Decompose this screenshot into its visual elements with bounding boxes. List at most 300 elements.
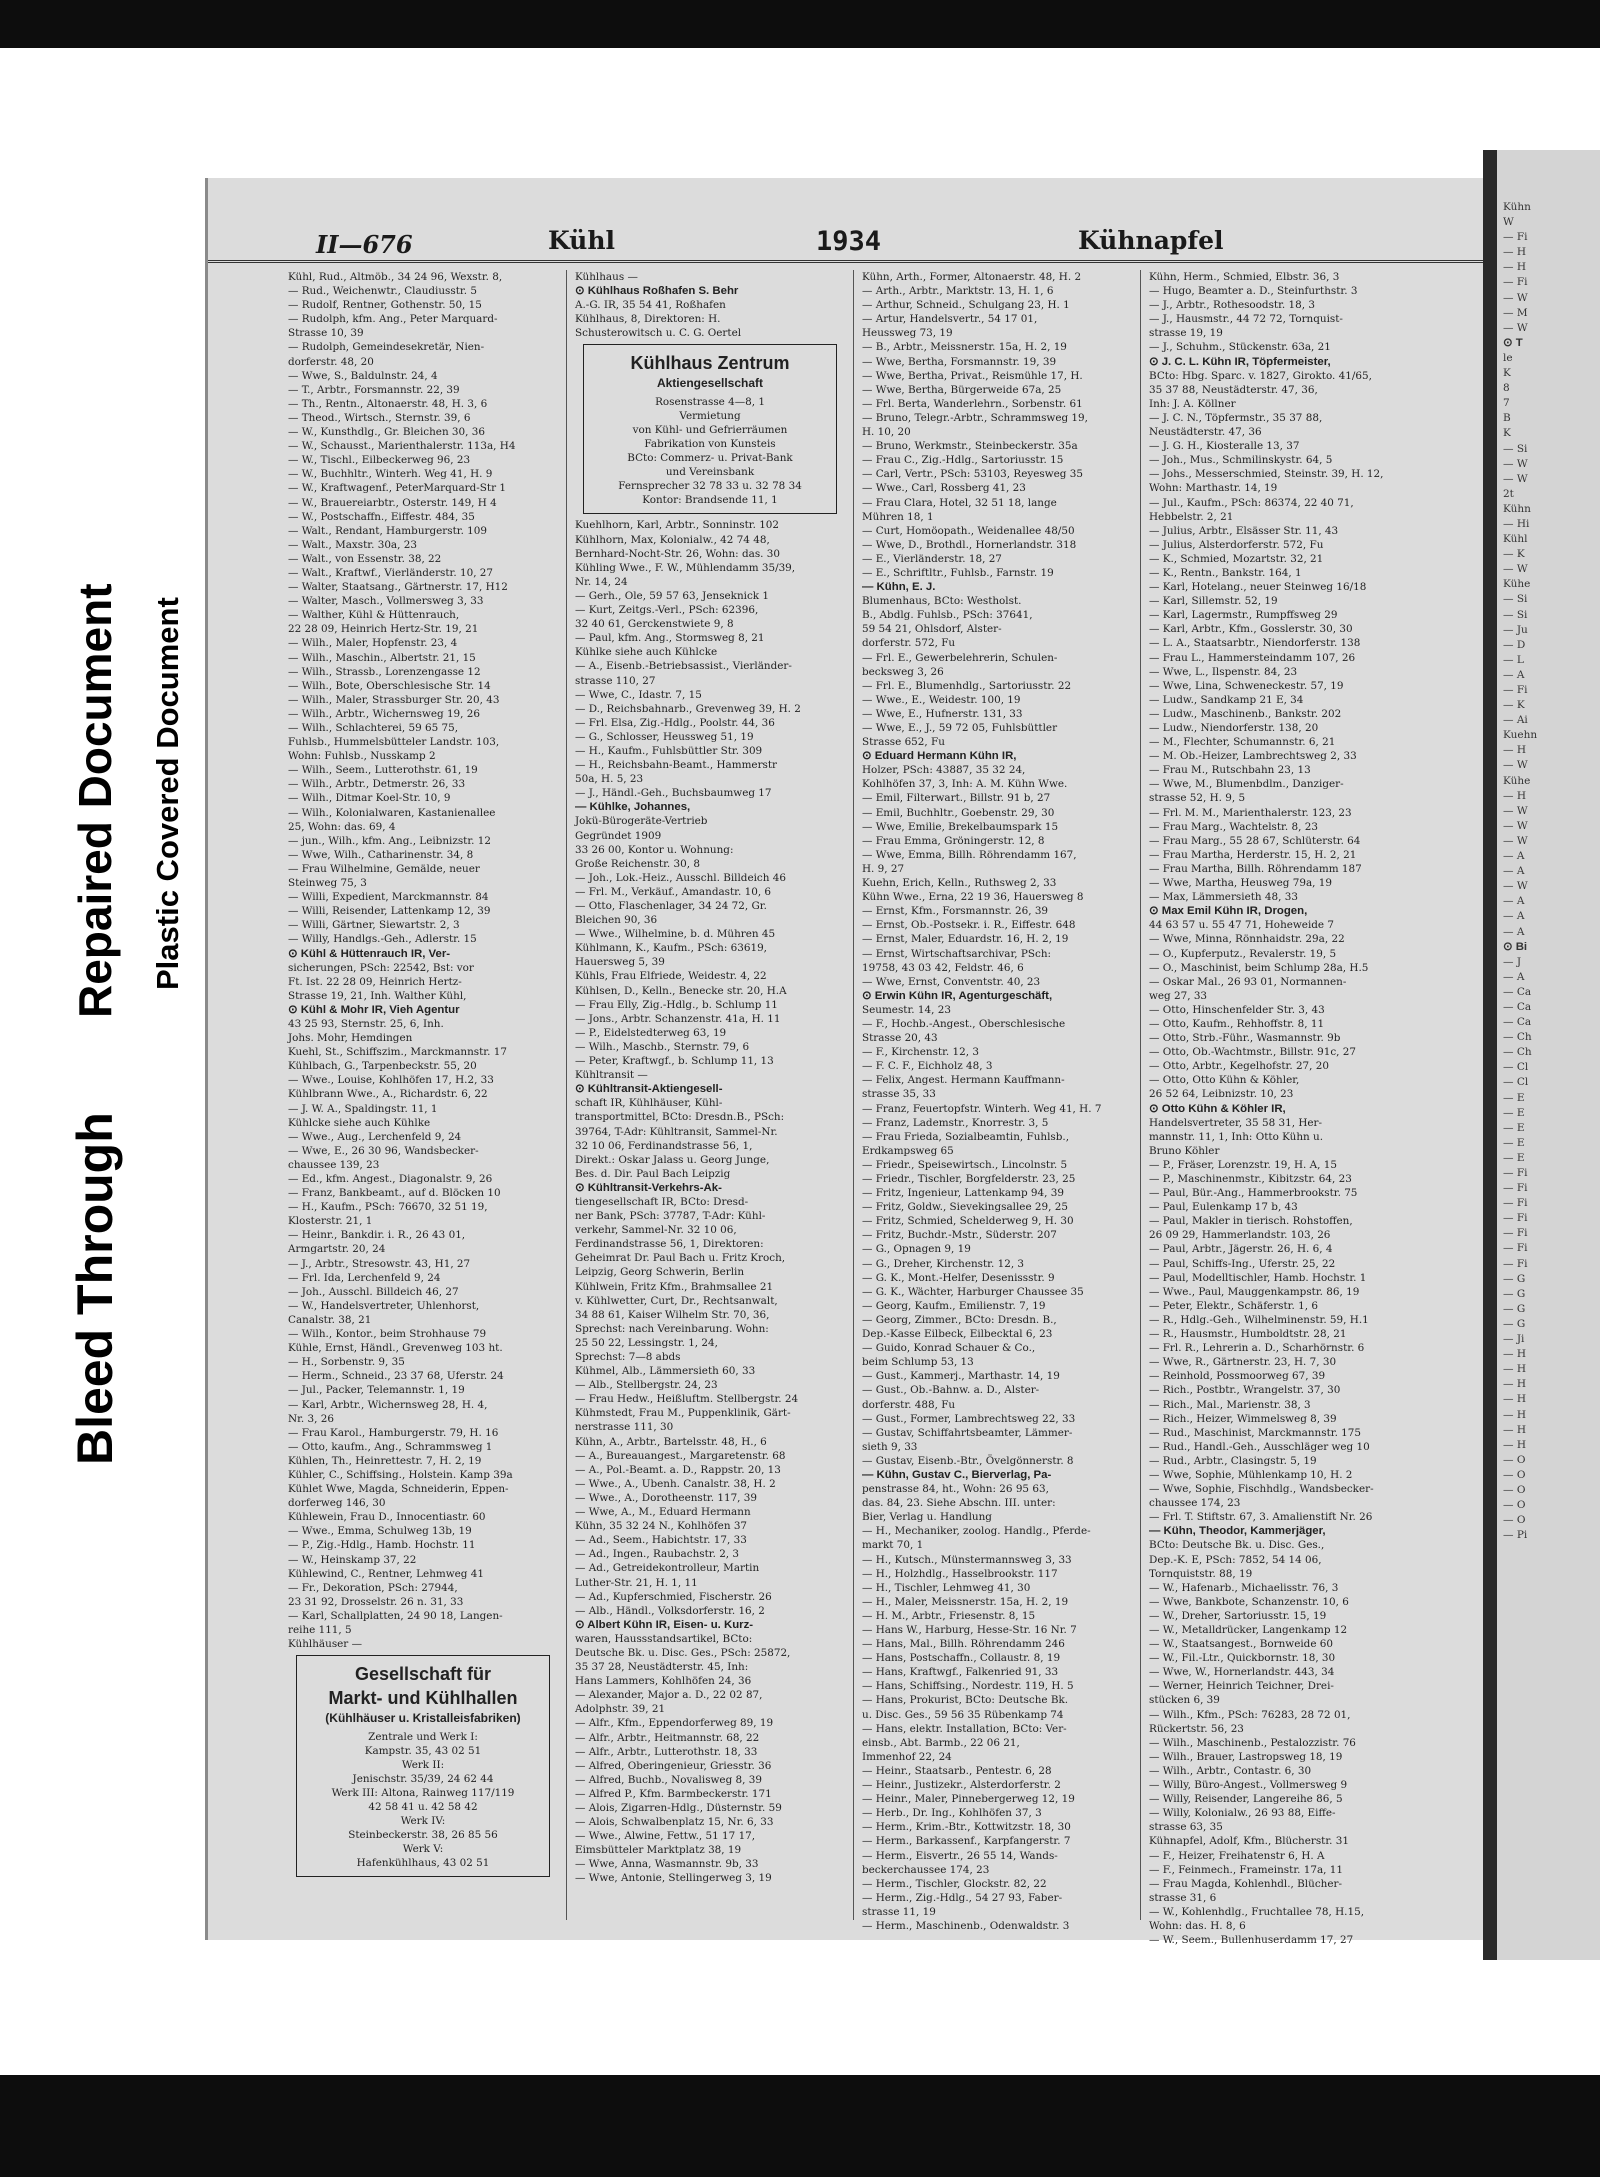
advert-title: Kühlhaus Zentrum bbox=[630, 353, 790, 374]
directory-entry: — Frl. E., Gewerbelehrerin, Schulen- bbox=[862, 651, 1058, 664]
directory-entry: — Ernst, Ob.-Postsekr. i. R., Eiffestr. 648 bbox=[862, 919, 1076, 932]
directory-entry: Leipzig, Georg Schwerin, Berlin bbox=[575, 1266, 745, 1279]
directory-entry: H. 10, 20 bbox=[862, 426, 911, 439]
directory-entry: Kühlet Wwe, Magda, Schneiderin, Eppen- bbox=[288, 1483, 509, 1496]
directory-entry: Hebbelstr. 2, 21 bbox=[1149, 510, 1234, 523]
directory-entry: reihe 111, 5 bbox=[288, 1624, 352, 1636]
directory-entry: Wohn: das. H. 8, 6 bbox=[1149, 1919, 1246, 1932]
directory-entry: — Ludw., Sandkamp 21 E, 34 bbox=[1149, 693, 1304, 706]
directory-entry: — Frau Marg., 55 28 67, Schlüterstr. 64 bbox=[1149, 834, 1361, 847]
adjacent-page-line: — Ji bbox=[1503, 1333, 1525, 1346]
directory-entry: — Frau Wilhelmine, Gemälde, neuer bbox=[288, 862, 480, 875]
directory-entry: 25, Wohn: das. 69, 4 bbox=[288, 820, 396, 833]
directory-entry: — Georg, Zimmer., BCto: Dresdn. B., bbox=[862, 1313, 1057, 1326]
directory-entry: — J., Arbtr., Rothesoodstr. 18, 3 bbox=[1149, 299, 1315, 312]
directory-entry: — Julius, Alsterdorferstr. 572, Fu bbox=[1149, 538, 1324, 551]
directory-entry: — F., Kirchenstr. 12, 3 bbox=[862, 1046, 979, 1059]
directory-entry: Kühler, C., Schiffsing., Holstein. Kamp 39a bbox=[288, 1468, 513, 1481]
column-4 bbox=[1149, 270, 1419, 1947]
advert-line: Vermietung bbox=[679, 410, 741, 423]
directory-entry: — Ernst, Wirtschaftsarchivar, PSch: bbox=[862, 947, 1052, 960]
directory-entry: — Wwe, Antonie, Stellingerweg 3, 19 bbox=[575, 1872, 772, 1885]
directory-entry: — M. Ob.-Heizer, Lambrechtsweg 2, 33 bbox=[1149, 750, 1357, 763]
directory-entry: — Frl. Ida, Lerchenfeld 9, 24 bbox=[288, 1271, 441, 1284]
directory-entry: — Frl. M. M., Marienthalerstr. 123, 23 bbox=[1149, 806, 1352, 819]
directory-entry: nerstrasse 111, 30 bbox=[575, 1421, 674, 1434]
directory-entry: — H., Sorbenstr. 9, 35 bbox=[288, 1356, 405, 1369]
directory-entry: — Walt., Maxstr. 30a, 23 bbox=[288, 538, 417, 551]
directory-entry: — Wilh., Maler, Hopfenstr. 23, 4 bbox=[288, 637, 458, 650]
directory-entry: — Wwe, C., Idastr. 7, 15 bbox=[575, 688, 702, 701]
adjacent-page-line: — Ca bbox=[1503, 1000, 1532, 1013]
directory-entry: einsb., Abt. Barmb., 22 06 21, bbox=[862, 1736, 1020, 1749]
advert-subtitle: Aktiengesellschaft bbox=[656, 376, 764, 391]
directory-entry: — Wilh., Maschb., Sternstr. 79, 6 bbox=[575, 1040, 750, 1053]
directory-entry: 25 50 22, Lessingstr. 1, 24, bbox=[575, 1336, 718, 1349]
adjacent-page-line: — Cl bbox=[1503, 1076, 1529, 1089]
directory-entry: — W., Hafenarb., Michaelisstr. 76, 3 bbox=[1149, 1581, 1339, 1594]
directory-entry: Kuehlhorn, Karl, Arbtr., Sonninstr. 102 bbox=[575, 519, 780, 532]
column-2 bbox=[575, 270, 845, 1925]
directory-entry: Tornquiststr. 88, 19 bbox=[1149, 1567, 1253, 1580]
directory-entry: Dep.-Kasse Eilbeck, Eilbecktal 6, 23 bbox=[862, 1328, 1053, 1341]
directory-entry: dorferstr. 488, Fu bbox=[862, 1398, 956, 1411]
directory-entry: mannstr. 11, 1, Inh: Otto Kühn u. bbox=[1149, 1130, 1324, 1143]
directory-entry: Steinweg 75, 3 bbox=[288, 877, 367, 890]
directory-entry: — Wwe, Ernst, Conventstr. 40, 23 bbox=[862, 975, 1041, 988]
adjacent-page-line: Kühl bbox=[1503, 533, 1528, 546]
directory-entry: — H. M., Arbtr., Friesenstr. 8, 15 bbox=[862, 1609, 1036, 1622]
directory-entry: — P., Maschinenmstr., Kibitzstr. 64, 23 bbox=[1149, 1173, 1352, 1185]
directory-entry: — Wwe., Wilhelmine, b. d. Mühren 45 bbox=[575, 928, 776, 941]
directory-entry: — Otto, Flaschenlager, 34 24 72, Gr. bbox=[575, 900, 767, 912]
directory-entry: — Alfred, Oberingenieur, Griesstr. 36 bbox=[575, 1759, 772, 1772]
directory-entry: — Kühn, E. J. bbox=[862, 581, 936, 594]
adjacent-page-line: — Ca bbox=[1503, 985, 1532, 998]
directory-entry: Hauersweg 5, 39 bbox=[575, 956, 665, 969]
directory-entry: — Frau Elly, Zig.-Hdlg., b. Schlump 11 bbox=[575, 998, 778, 1011]
directory-entry: — Herm., Schneid., 23 37 68, Uferstr. 24 bbox=[288, 1370, 504, 1383]
adjacent-page-line: — W bbox=[1503, 834, 1528, 847]
advert-line: BCto: Commerz- u. Privat-Bank bbox=[627, 452, 793, 465]
adjacent-page-line: le bbox=[1503, 351, 1513, 364]
directory-entry: — Wilh., Maschinenb., Pestalozzistr. 76 bbox=[1149, 1736, 1356, 1749]
directory-entry: — Wwe, E., Hufnerstr. 131, 33 bbox=[862, 707, 1023, 720]
directory-entry: — K., Schmied, Mozartstr. 32, 21 bbox=[1149, 552, 1324, 565]
directory-entry: Holzer, PSch: 43887, 35 32 24, bbox=[862, 764, 1026, 777]
directory-entry: markt 70, 1 bbox=[862, 1539, 924, 1552]
directory-entry: — Bruno, Telegr.-Arbtr., Schrammsweg 19, bbox=[862, 411, 1088, 424]
directory-entry: ⊙ Kühlhaus Roßhafen S. Behr bbox=[575, 285, 739, 298]
directory-entry: — Frl. E., Blumenhdlg., Sartoriusstr. 22 bbox=[862, 679, 1072, 692]
advert-subtitle: (Kühlhäuser u. Kristalleisfabriken) bbox=[325, 1711, 521, 1726]
adjacent-page-line: — H bbox=[1503, 246, 1526, 259]
directory-entry: — J., Arbtr., Stresowstr. 43, H1, 27 bbox=[288, 1257, 471, 1270]
adjacent-page-line: — H bbox=[1503, 789, 1526, 802]
directory-entry: Kühlbrann Wwe., A., Richardstr. 6, 22 bbox=[288, 1088, 488, 1101]
advert-line: von Kühl- und Gefrierräumen bbox=[632, 424, 788, 437]
directory-entry: Geheimrat Dr. Paul Bach u. Fritz Kroch, bbox=[575, 1252, 786, 1265]
directory-entry: Kühlke siehe auch Kühlcke bbox=[575, 646, 718, 659]
directory-entry: — Wwe., Louise, Kohlhöfen 17, H.2, 33 bbox=[288, 1074, 494, 1087]
adjacent-page-line: Kühn bbox=[1503, 201, 1531, 213]
directory-entry: — Franz, Lademstr., Knorrestr. 3, 5 bbox=[862, 1116, 1049, 1129]
directory-entry: Ft. Ist. 22 28 09, Heinrich Hertz- bbox=[288, 975, 462, 988]
adjacent-page-fragment bbox=[1497, 150, 1600, 1960]
directory-entry: chaussee 139, 23 bbox=[288, 1158, 380, 1171]
adjacent-page-line: — H bbox=[1503, 1423, 1526, 1436]
adjacent-page-line: — A bbox=[1503, 895, 1525, 908]
directory-entry: — Herm., Zig.-Hdlg., 54 27 93, Faber- bbox=[862, 1891, 1063, 1904]
directory-entry: — Alfred, Buchb., Novalisweg 8, 39 bbox=[575, 1773, 762, 1786]
directory-entry: Strasse 652, Fu bbox=[862, 736, 945, 749]
directory-entry: — Wwe, D., Brothdl., Hornerlandstr. 318 bbox=[862, 538, 1077, 551]
directory-entry: — Karl, Arbtr., Wichernsweg 28, H. 4, bbox=[288, 1398, 488, 1411]
directory-entry: — Wwe., Alwine, Fettw., 51 17 17, bbox=[575, 1830, 756, 1843]
adjacent-page-line: — Ca bbox=[1503, 1016, 1532, 1029]
directory-entry: — Willi, Reisender, Lattenkamp 12, 39 bbox=[288, 905, 491, 918]
directory-entry: Nr. 3, 26 bbox=[288, 1412, 334, 1425]
directory-entry: 34 88 61, Kaiser Wilhelm Str. 70, 36, bbox=[575, 1308, 770, 1321]
advert-line: Hafenkühlhaus, 43 02 51 bbox=[356, 1857, 490, 1870]
column-rule bbox=[1140, 270, 1141, 1920]
directory-entry: — R., Hdlg.-Geh., Wilhelminenstr. 59, H.1 bbox=[1149, 1313, 1369, 1326]
directory-entry: — T., Arbtr., Forsmannstr. 22, 39 bbox=[288, 383, 460, 396]
directory-entry: — Julius, Arbtr., Elsässer Str. 11, 43 bbox=[1149, 524, 1339, 537]
adjacent-page-line: — M bbox=[1503, 306, 1528, 319]
advert-line: Werk II: bbox=[401, 1759, 445, 1772]
directory-entry: — Paul, Schiffs-Ing., Uferstr. 25, 22 bbox=[1149, 1257, 1336, 1270]
directory-entry: — Wilh., Strassb., Lorenzengasse 12 bbox=[288, 665, 481, 678]
directory-entry: — Alois, Schwalbenplatz 15, Nr. 6, 33 bbox=[575, 1816, 774, 1829]
directory-entry: Strasse 19, 21, Inh. Walther Kühl, bbox=[288, 989, 467, 1002]
directory-entry: — Wwe, L., Ilspenstr. 84, 23 bbox=[1149, 665, 1298, 678]
directory-entry: — Otto, Hinschenfelder Str. 3, 43 bbox=[1149, 1003, 1325, 1016]
directory-entry: Kühl, Rud., Altmöb., 34 24 96, Wexstr. 8, bbox=[288, 271, 503, 283]
adjacent-page-line: 7 bbox=[1503, 397, 1510, 410]
directory-entry: — Max, Lämmersieth 48, 33 bbox=[1149, 891, 1298, 904]
directory-entry: beckerchaussee 174, 23 bbox=[862, 1863, 990, 1876]
directory-entry: — G. K., Wächter, Harburger Chaussee 35 bbox=[862, 1285, 1084, 1298]
scan-border-bottom bbox=[0, 2075, 1600, 2177]
directory-entry: Deutsche Bk. u. Disc. Ges., PSch: 25872, bbox=[575, 1646, 791, 1659]
directory-entry: — Friedr., Tischler, Borgfelderstr. 23, 25 bbox=[862, 1173, 1076, 1185]
directory-entry: — Paul, Bür.-Ang., Hammerbrookstr. 75 bbox=[1149, 1187, 1358, 1200]
scan-border-top bbox=[0, 0, 1600, 48]
directory-entry: Bruno Köhler bbox=[1149, 1144, 1220, 1157]
directory-entry: — J., Hausmstr., 44 72 72, Tornquist- bbox=[1149, 313, 1343, 326]
directory-entry: — Bruno, Werkmstr., Steinbeckerstr. 35a bbox=[862, 440, 1078, 453]
directory-entry: — Paul, Arbtr., Jägerstr. 26, H. 6, 4 bbox=[1149, 1243, 1333, 1256]
directory-entry: ⊙ Eduard Hermann Kühn IR, bbox=[862, 750, 1017, 763]
directory-entry: — Arthur, Schneid., Schulgang 23, H. 1 bbox=[862, 299, 1070, 312]
directory-entry: — Wwe, Anna, Wasmannstr. 9b, 33 bbox=[575, 1858, 759, 1871]
directory-entry: — Wilh., Brauer, Lastropsweg 18, 19 bbox=[1149, 1750, 1343, 1763]
directory-entry: — Wwe., A., Ubenh. Canalstr. 38, H. 2 bbox=[575, 1477, 776, 1490]
directory-entry: — Rudolf, Rentner, Gothenstr. 50, 15 bbox=[288, 299, 482, 312]
directory-entry: — P., Eidelstedterweg 63, 19 bbox=[575, 1026, 727, 1039]
adjacent-page-line: — G bbox=[1503, 1287, 1526, 1300]
directory-entry: — Alfr., Kfm., Eppendorferweg 89, 19 bbox=[575, 1717, 774, 1730]
directory-entry: Kühn Wwe., Erna, 22 19 36, Hauersweg 8 bbox=[862, 891, 1084, 904]
adjacent-page-line: W bbox=[1503, 216, 1514, 229]
header-year: 1934 bbox=[816, 226, 882, 257]
directory-entry: Kühlen, Th., Heinrettestr. 7, H. 2, 19 bbox=[288, 1454, 482, 1467]
directory-entry: — H., Tischler, Lehmweg 41, 30 bbox=[862, 1581, 1031, 1594]
directory-entry: Handelsvertreter, 35 58 31, Her- bbox=[1149, 1116, 1323, 1129]
directory-entry: — Wilh., Kolonialwaren, Kastanienallee bbox=[288, 806, 496, 819]
directory-entry: — Walt., Rendant, Hamburgerstr. 109 bbox=[288, 524, 488, 537]
adjacent-page-line: — G bbox=[1503, 1302, 1526, 1315]
directory-entry: — Willi, Gärtner, Siewartstr. 2, 3 bbox=[288, 919, 460, 932]
directory-entry: — Willy, Reisender, Langereihe 86, 5 bbox=[1149, 1793, 1343, 1806]
directory-entry: — A., Bureauangest., Margaretenstr. 68 bbox=[575, 1449, 786, 1462]
directory-entry: — Alb., Händl., Volksdorferstr. 16, 2 bbox=[575, 1604, 765, 1617]
directory-entry: — O., Maschinist, beim Schlump 28a, H.5 bbox=[1149, 961, 1369, 974]
column-3-entries bbox=[862, 270, 1132, 1933]
directory-entry: — Wwe, Wilh., Catharinenstr. 34, 8 bbox=[288, 848, 474, 861]
advert-title: Gesellschaft für bbox=[354, 1664, 492, 1685]
directory-entry: Kühle, Ernst, Händl., Grevenweg 103 ht. bbox=[288, 1342, 503, 1355]
directory-entry: — Wwe, S., Baldulnstr. 24, 4 bbox=[288, 369, 438, 382]
directory-entry: — Wwe, Martha, Heusweg 79a, 19 bbox=[1149, 877, 1332, 890]
directory-entry: — Karl, Arbtr., Kfm., Gosslerstr. 30, 30 bbox=[1149, 623, 1353, 636]
directory-entry: Hans Lammers, Kohlhöfen 24, 36 bbox=[575, 1675, 752, 1688]
directory-entry: Strasse 20, 43 bbox=[862, 1032, 938, 1045]
directory-entry: — Wilh., Arbtr., Detmerstr. 26, 33 bbox=[288, 778, 466, 791]
directory-entry: — Gust., Former, Lambrechtsweg 22, 33 bbox=[862, 1412, 1076, 1425]
directory-entry: — Alexander, Major a. D., 22 02 87, bbox=[575, 1689, 763, 1702]
watermark-plastic-covered: Plastic Covered Document bbox=[150, 597, 185, 990]
directory-entry: — Wilh., Schlachterei, 59 65 75, bbox=[288, 722, 459, 734]
directory-entry: — Ludw., Maschinenb., Bankstr. 202 bbox=[1149, 707, 1342, 720]
directory-entry: — Wilh., Arbtr., Wichernsweg 19, 26 bbox=[288, 707, 480, 720]
adjacent-page-line: — Fi bbox=[1503, 1242, 1528, 1255]
directory-entry: — P., Fräser, Lorenzstr. 19, H. A, 15 bbox=[1149, 1158, 1337, 1171]
adjacent-page-line: — Fi bbox=[1503, 231, 1528, 244]
directory-entry: — Franz, Feuertopfstr. Winterh. Weg 41, H. 7 bbox=[862, 1102, 1102, 1115]
directory-entry: — Wwe, E., J., 59 72 05, Fuhlsbüttler bbox=[862, 722, 1058, 734]
directory-entry: — Rich., Postbtr., Wrangelstr. 37, 30 bbox=[1149, 1384, 1341, 1397]
directory-entry: Kühmstedt, Frau M., Puppenklinik, Gärt- bbox=[575, 1407, 791, 1420]
directory-entry: Kühlsen, D., Kelln., Benecke str. 20, H.A bbox=[575, 984, 787, 997]
adjacent-page-line: — Fi bbox=[1503, 276, 1528, 289]
directory-entry: Neustädterstr. 47, 36 bbox=[1149, 426, 1262, 439]
adjacent-page-line: — Si bbox=[1503, 593, 1528, 606]
advert-line: Zentrale und Werk I: bbox=[368, 1731, 478, 1744]
directory-entry: — Wwe, Emma, Billh. Röhrendamm 167, bbox=[862, 848, 1077, 861]
directory-entry: — W., Staatsangest., Bornweide 60 bbox=[1149, 1638, 1334, 1651]
directory-entry: 19758, 43 03 42, Feldstr. 46, 6 bbox=[862, 961, 1024, 974]
directory-entry: — G. K., Mont.-Helfer, Desenissstr. 9 bbox=[862, 1271, 1055, 1284]
directory-entry: Jokü-Bürogeräte-Vertrieb bbox=[575, 815, 708, 828]
adjacent-page-line: — O bbox=[1503, 1499, 1526, 1512]
directory-entry: — Wwe, Bertha, Bürgerweide 67a, 25 bbox=[862, 383, 1062, 396]
directory-entry: — Werner, Heinrich Teichner, Drei- bbox=[1149, 1680, 1334, 1693]
directory-entry: ⊙ Kühltransit-Verkehrs-Ak- bbox=[575, 1181, 722, 1194]
directory-entry: — Wwe, M., Blumenbdlm., Danziger- bbox=[1149, 778, 1344, 791]
directory-entry: — Ludw., Niendorferstr. 138, 20 bbox=[1149, 722, 1319, 734]
directory-entry: — Ad., Seem., Habichtstr. 17, 33 bbox=[575, 1534, 747, 1547]
directory-entry: — Carl, Vertr., PSch: 53103, Reyesweg 35 bbox=[862, 468, 1083, 481]
advert-gesellschaft-kuehlhallen bbox=[296, 1655, 550, 1877]
directory-entry: A.-G. IR, 35 54 41, Roßhafen bbox=[575, 299, 726, 312]
directory-entry: — Peter, Elektr., Schäferstr. 1, 6 bbox=[1149, 1299, 1318, 1312]
directory-entry: H. 9, 27 bbox=[862, 862, 905, 875]
adjacent-page-line: — W bbox=[1503, 472, 1528, 485]
directory-entry: — Wilh., Kontor., beim Strohhause 79 bbox=[288, 1328, 487, 1341]
directory-entry: Rückertstr. 56, 23 bbox=[1149, 1722, 1244, 1735]
directory-entry: — W., Handelsvertreter, Uhlenhorst, bbox=[288, 1299, 480, 1312]
directory-entry: Inh: J. A. Köllner bbox=[1149, 397, 1236, 410]
directory-entry: — Johs., Messerschmied, Steinstr. 39, H. 12, bbox=[1149, 468, 1384, 481]
directory-entry: — J. W. A., Spaldingstr. 11, 1 bbox=[288, 1102, 438, 1115]
directory-entry: Eimsbütteler Marktplatz 38, 19 bbox=[575, 1844, 742, 1857]
adjacent-page-line: — D bbox=[1503, 638, 1526, 651]
directory-entry: — Hans, Prokurist, BCto: Deutsche Bk. bbox=[862, 1694, 1069, 1707]
column-3 bbox=[862, 270, 1132, 1932]
directory-entry: — jun., Wilh., kfm. Ang., Leibnizstr. 12 bbox=[288, 834, 491, 847]
directory-entry: — F., Feinmech., Frameinstr. 17a, 11 bbox=[1149, 1863, 1343, 1876]
directory-entry: — Wwe, E., 26 30 96, Wandsbecker- bbox=[288, 1144, 479, 1157]
adjacent-page-line: — H bbox=[1503, 1363, 1526, 1376]
directory-entry: BCto: Hbg. Sparc. v. 1827, Girokto. 41/65, bbox=[1149, 369, 1372, 382]
advert-line: Fernsprecher 32 78 33 u. 32 78 34 bbox=[618, 480, 802, 493]
directory-entry: Klosterstr. 21, 1 bbox=[288, 1215, 373, 1228]
directory-entry: ner Bank, PSch: 37787, T-Adr: Kühl- bbox=[575, 1210, 766, 1223]
directory-entry: Bier, Verlag u. Handlung bbox=[862, 1511, 992, 1524]
directory-entry: — Wilh., Maler, Strassburger Str. 20, 43 bbox=[288, 693, 500, 706]
directory-page bbox=[205, 178, 1486, 1947]
directory-entry: Heussweg 73, 19 bbox=[862, 327, 953, 340]
adjacent-page-line: — W bbox=[1503, 321, 1528, 334]
directory-entry: Ferdinandstrasse 56, 1, Direktoren: bbox=[575, 1238, 764, 1251]
directory-entry: — Heinr., Bankdir. i. R., 26 43 01, bbox=[288, 1229, 466, 1242]
advert-line: Werk V: bbox=[402, 1843, 444, 1856]
advert-line: Steinbeckerstr. 38, 26 85 56 bbox=[348, 1829, 498, 1842]
directory-entry: — W., Kraftwagenf., PeterMarquard-Str 1 bbox=[288, 482, 506, 495]
directory-entry: — Gustav, Eisenb.-Btr., Övelgönnerstr. 8 bbox=[862, 1454, 1074, 1467]
directory-entry: Dep.-K. E, PSch: 7852, 54 14 06, bbox=[1149, 1553, 1322, 1566]
directory-entry: — Alb., Stellbergstr. 24, 23 bbox=[575, 1379, 718, 1392]
directory-entry: — Wwe, Emilie, Brekelbaumspark 15 bbox=[862, 820, 1059, 833]
directory-entry: — W., Kohlenhdlg., Fruchtallee 78, H.15, bbox=[1149, 1905, 1365, 1918]
directory-entry: — W., Seem., Bullenhuserdamm 17, 27 bbox=[1149, 1934, 1354, 1947]
adjacent-page-line: — H bbox=[1503, 261, 1526, 274]
directory-entry: — Herm., Eisvertr., 26 55 14, Wands- bbox=[862, 1849, 1058, 1862]
adjacent-page-line: — Fi bbox=[1503, 684, 1528, 696]
directory-entry: — Alfr., Arbtr., Heitmannstr. 68, 22 bbox=[575, 1731, 760, 1744]
directory-entry: ⊙ Albert Kühn IR, Eisen- u. Kurz- bbox=[575, 1618, 754, 1631]
directory-entry: Bernhard-Nocht-Str. 26, Wohn: das. 30 bbox=[575, 547, 780, 560]
directory-entry: — Willi, Expedient, Marckmannstr. 84 bbox=[288, 891, 489, 904]
directory-entry: — Gust., Ob.-Bahnw. a. D., Alster- bbox=[862, 1384, 1040, 1397]
header-left-catchword: Kühl bbox=[548, 226, 616, 255]
adjacent-page-line: — O bbox=[1503, 1468, 1526, 1481]
directory-entry: — W., Kunsthdlg., Gr. Bleichen 30, 36 bbox=[288, 426, 485, 439]
directory-entry: — Franz, Bankbeamt., auf d. Blöcken 10 bbox=[288, 1187, 501, 1200]
directory-entry: — Frau Emma, Gröningerstr. 12, 8 bbox=[862, 834, 1045, 847]
adjacent-page-line: — Fi bbox=[1503, 1212, 1528, 1225]
adjacent-page-line: — H bbox=[1503, 1348, 1526, 1361]
directory-entry: — Frau Martha, Herderstr. 15, H. 2, 21 bbox=[1149, 848, 1357, 861]
directory-entry: Kühling Wwe., F. W., Mühlendamm 35/39, bbox=[575, 561, 796, 574]
directory-entry: — Felix, Angest. Hermann Kauffmann- bbox=[862, 1074, 1065, 1087]
directory-entry: sieth 9, 33 bbox=[862, 1440, 918, 1453]
directory-entry: — Ed., kfm. Angest., Diagonalstr. 9, 26 bbox=[288, 1173, 493, 1185]
adjacent-page-line: — O bbox=[1503, 1453, 1526, 1466]
adjacent-page-line: — H bbox=[1503, 1438, 1526, 1451]
directory-entry: — Rud., Arbtr., Clasingstr. 5, 19 bbox=[1149, 1454, 1317, 1467]
directory-entry: — Frl. M., Verkäuf., Amandastr. 10, 6 bbox=[575, 885, 772, 898]
directory-entry: Mühren 18, 1 bbox=[862, 510, 934, 523]
directory-entry: — Karl, Schallplatten, 24 90 18, Langen- bbox=[288, 1609, 503, 1622]
directory-entry: — O., Kupferputz., Revalerstr. 19, 5 bbox=[1149, 947, 1337, 960]
directory-entry: ⊙ J. C. L. Kühn IR, Töpfermeister, bbox=[1149, 355, 1331, 368]
directory-entry: dorferstr. 48, 20 bbox=[288, 355, 374, 368]
adjacent-page-line: — Fi bbox=[1503, 1167, 1528, 1179]
directory-entry: — Rud., Maschinist, Marckmannstr. 175 bbox=[1149, 1426, 1362, 1439]
directory-entry: — Artur, Handelsvertr., 54 17 01, bbox=[862, 313, 1038, 326]
directory-entry: — Hans, Schiffsing., Nordestr. 119, H. 5 bbox=[862, 1680, 1074, 1693]
adjacent-page-line: — Pi bbox=[1503, 1529, 1528, 1542]
directory-entry: — Frau M., Rutschbahn 23, 13 bbox=[1149, 764, 1311, 777]
directory-entry: — Friedr., Speisewirtsch., Lincolnstr. 5 bbox=[862, 1158, 1068, 1171]
adjacent-page-line: — E bbox=[1503, 1136, 1525, 1149]
column-4-entries bbox=[1149, 270, 1419, 1947]
directory-entry: — Wwe., Paul, Mauggenkampstr. 86, 19 bbox=[1149, 1285, 1360, 1298]
directory-entry: — H., Reichsbahn-Beamt., Hammerstr bbox=[575, 759, 778, 772]
directory-entry: — Theod., Wirtsch., Sternstr. 39, 6 bbox=[288, 411, 471, 424]
directory-entry: — Frl. R., Lehrerin a. D., Scharhörnstr. 6 bbox=[1149, 1342, 1365, 1355]
directory-entry: — Walt., von Essenstr. 38, 22 bbox=[288, 552, 442, 565]
directory-entry: Kuehn, Erich, Kelln., Ruthsweg 2, 33 bbox=[862, 877, 1057, 890]
directory-entry: Wohn: Marthastr. 14, 19 bbox=[1149, 482, 1278, 495]
directory-entry: — Gustav, Schiffahrtsbeamter, Lämmer- bbox=[862, 1426, 1073, 1439]
directory-entry: waren, Haussstandsartikel, BCto: bbox=[575, 1632, 753, 1645]
directory-entry: u. Disc. Ges., 59 56 35 Rübenkamp 74 bbox=[862, 1708, 1064, 1721]
directory-entry: — Herb., Dr. Ing., Kohlhöfen 37, 3 bbox=[862, 1807, 1042, 1820]
directory-entry: — Paul, Modelltischler, Hamb. Hochstr. 1 bbox=[1149, 1271, 1367, 1284]
directory-entry: 32 10 06, Ferdinandstrasse 56, 1, bbox=[575, 1139, 753, 1152]
adjacent-page-line: — W bbox=[1503, 819, 1528, 832]
directory-entry: — Hans, Postschaffn., Collaustr. 8, 19 bbox=[862, 1652, 1061, 1665]
directory-entry: Kühlewind, C., Rentner, Lehmweg 41 bbox=[288, 1567, 484, 1580]
directory-entry: — Alfred P., Kfm. Barmbeckerstr. 171 bbox=[575, 1787, 772, 1800]
directory-entry: — W., Fil.-Ltr., Quickbornstr. 18, 30 bbox=[1149, 1652, 1336, 1665]
directory-entry: — W., Schausst., Marienthalerstr. 113a, H4 bbox=[288, 440, 516, 453]
directory-entry: — B., Arbtr., Meissnerstr. 15a, H. 2, 19 bbox=[862, 341, 1067, 354]
directory-entry: — Wwe., Aug., Lerchenfeld 9, 24 bbox=[288, 1130, 462, 1143]
directory-entry: 22 28 09, Heinrich Hertz-Str. 19, 21 bbox=[288, 623, 479, 636]
directory-entry: Gegründet 1909 bbox=[575, 829, 662, 842]
directory-entry: — Otto, Strb.-Führ., Wasmannstr. 9b bbox=[1149, 1032, 1341, 1045]
adjacent-page-line: 2t bbox=[1503, 487, 1514, 500]
directory-entry: — Wwe, Sophie, Fischhdlg., Wandsbecker- bbox=[1149, 1483, 1374, 1496]
adjacent-page-line: — A bbox=[1503, 925, 1525, 938]
directory-entry: — Georg, Kaufm., Emilienstr. 7, 19 bbox=[862, 1299, 1046, 1312]
directory-entry: — Joh., Lok.-Heiz., Ausschl. Billdeich 46 bbox=[575, 871, 786, 884]
directory-entry: — Heinr., Maler, Pinnebergerweg 12, 19 bbox=[862, 1793, 1075, 1806]
directory-entry: — Frau Marg., Wachtelstr. 8, 23 bbox=[1149, 820, 1318, 833]
directory-entry: — Hans, elektr. Installation, BCto: Ver- bbox=[862, 1722, 1067, 1735]
adjacent-page-line: — A bbox=[1503, 668, 1525, 681]
adjacent-page-line: Kuehn bbox=[1503, 729, 1538, 742]
directory-entry: — Walter, Masch., Vollmersweg 3, 33 bbox=[288, 595, 484, 608]
directory-entry: — Rud., Handl.-Geh., Ausschläger weg 10 bbox=[1149, 1440, 1370, 1453]
page-header bbox=[208, 178, 1486, 263]
adjacent-page-line: — Ju bbox=[1503, 623, 1528, 636]
